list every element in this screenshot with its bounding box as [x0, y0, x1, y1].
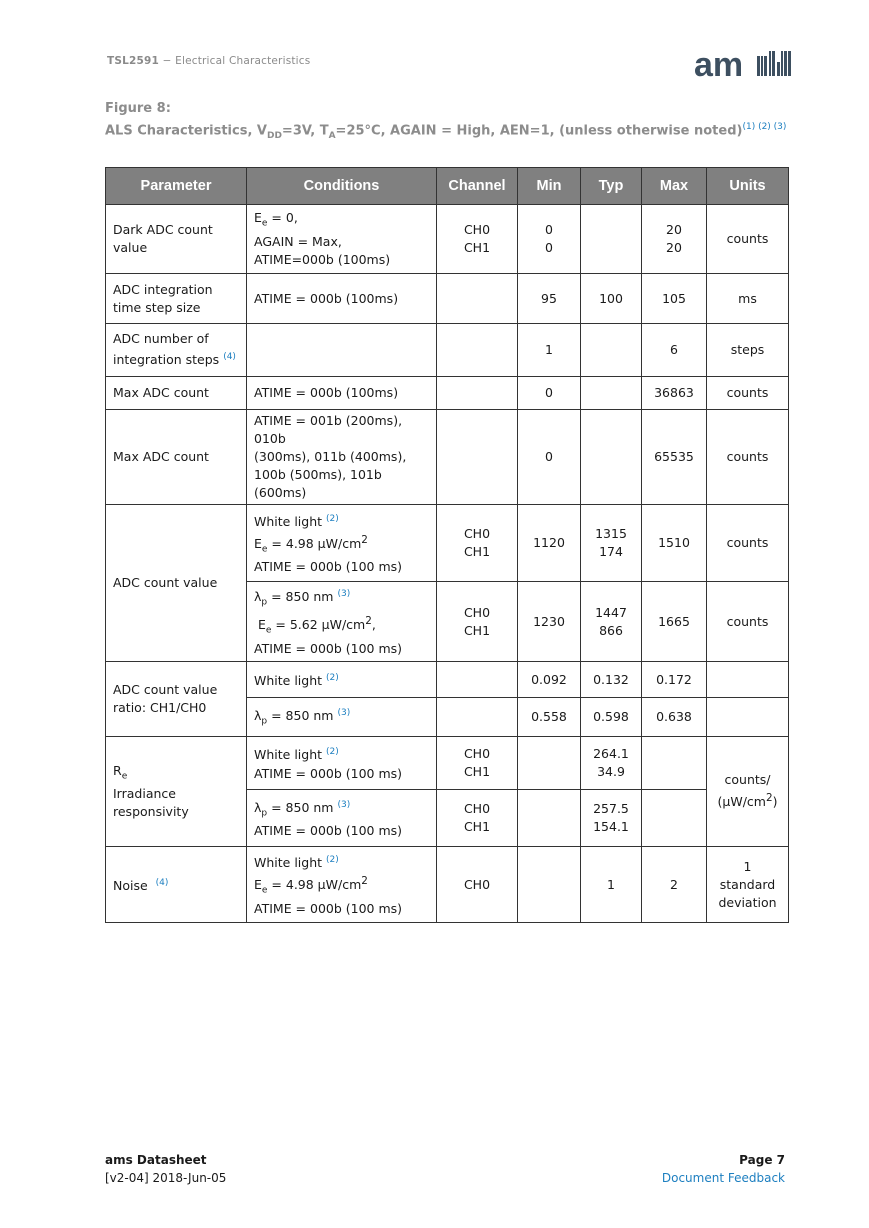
min-cell: 95: [518, 274, 581, 324]
param-cell: ADC number of integration steps $^{(4)}$: [106, 324, 247, 377]
conditions-cell: White light $^{(2)}$ $E_e = 4.98$ $\mu W/cm^2$ ATIME = 000b (100 ms): [247, 505, 437, 582]
document-feedback-link[interactable]: Document Feedback: [661, 1171, 785, 1185]
header-min: Min: [518, 168, 581, 205]
max-cell: 20 20: [642, 205, 707, 274]
typ-cell: [581, 324, 642, 377]
max-cell: 1510: [642, 505, 707, 582]
param-cell: Noise $^{(4)}$: [106, 847, 247, 923]
param-cell: Max ADC count: [106, 377, 247, 410]
footer-left: [105, 1151, 226, 1187]
param-cell: $R_e$ Irradiance responsivity: [106, 737, 247, 847]
units-cell: ms: [707, 274, 789, 324]
max-cell: 6: [642, 324, 707, 377]
figure-number: Figure 8:: [105, 101, 171, 116]
table-row: [106, 847, 789, 923]
conditions-cell: ATIME = 000b (100ms): [247, 274, 437, 324]
conditions-cell: White light $^{(2)}$ $E_e = 4.98$ $\mu W/cm^2$ ATIME = 000b (100 ms): [247, 847, 437, 923]
header-conditions: Conditions: [247, 168, 437, 205]
min-cell: 1120: [518, 505, 581, 582]
param-cell: ADC integration time step size: [106, 274, 247, 324]
table-row: [106, 377, 789, 410]
min-cell: 1230: [518, 582, 581, 662]
typ-cell: 1315 174: [581, 505, 642, 582]
max-cell: [642, 790, 707, 847]
conditions-cell: ATIME = 000b (100ms): [247, 377, 437, 410]
footer-title: ams Datasheet: [105, 1153, 207, 1167]
max-cell: 0.638: [642, 698, 707, 737]
typ-cell: 0.598: [581, 698, 642, 737]
header-max: Max: [642, 168, 707, 205]
typ-cell: [581, 410, 642, 505]
typ-cell: 100: [581, 274, 642, 324]
table-row: [106, 737, 789, 790]
max-cell: 65535: [642, 410, 707, 505]
min-cell: 0: [518, 410, 581, 505]
table-row: [106, 662, 789, 698]
conditions-cell: White light $^{(2)}$: [247, 662, 437, 698]
max-cell: 1665: [642, 582, 707, 662]
channel-cell: [437, 377, 518, 410]
table-row: [106, 324, 789, 377]
product-name: TSL2591: [107, 55, 160, 67]
units-cell: steps: [707, 324, 789, 377]
typ-cell: 0.132: [581, 662, 642, 698]
ams-logo: [694, 48, 794, 80]
param-cell: ADC count value ratio: CH1/CH0: [106, 662, 247, 737]
logo-text: am: [694, 48, 744, 80]
min-cell: 0.558: [518, 698, 581, 737]
min-cell: [518, 737, 581, 790]
figure-caption: ALS Characteristics, $V_{DD}=3V$, $T_A=25^\circ C$, AGAIN = High, AEN=1, (unless otherwise noted)$^{(1) (2) (3)}$: [105, 122, 787, 141]
max-cell: 36863: [642, 377, 707, 410]
typ-cell: 264.1 34.9: [581, 737, 642, 790]
caption-refs: (1) (2) (3): [742, 122, 787, 132]
conditions-cell: ATIME = 001b (200ms), 010b (300ms), 011b (400ms), 100b (500ms), 101b (600ms): [247, 410, 437, 505]
conditions-cell: $E_e = 0$, AGAIN = Max, ATIME=000b (100ms): [247, 205, 437, 274]
channel-cell: CH0 CH1: [437, 505, 518, 582]
header-typ: Typ: [581, 168, 642, 205]
conditions-cell: $\lambda_p = 850$ nm $^{(3)}$ $E_e = 5.62$ $\mu W/cm^2$, ATIME = 000b (100 ms): [247, 582, 437, 662]
section-name: Electrical Characteristics: [175, 55, 311, 67]
conditions-cell: $\lambda_p = 850$ nm $^{(3)}$: [247, 698, 437, 737]
header-parameter: Parameter: [106, 168, 247, 205]
max-cell: 105: [642, 274, 707, 324]
table-header-row: [106, 168, 789, 205]
als-characteristics-table: [105, 167, 789, 923]
channel-cell: [437, 274, 518, 324]
min-cell: [518, 847, 581, 923]
units-cell: 1 standard deviation: [707, 847, 789, 923]
min-cell: 1: [518, 324, 581, 377]
typ-cell: [581, 377, 642, 410]
footer-right: [662, 1151, 785, 1187]
page-number: Page 7: [739, 1153, 785, 1167]
min-cell: 0 0: [518, 205, 581, 274]
units-cell: [707, 698, 789, 737]
max-cell: 0.172: [642, 662, 707, 698]
units-cell: counts/ $(\mu W/cm^2)$: [707, 737, 789, 847]
table-row: [106, 274, 789, 324]
channel-cell: CH0 CH1: [437, 205, 518, 274]
typ-cell: 1447 866: [581, 582, 642, 662]
channel-cell: CH0 CH1: [437, 790, 518, 847]
channel-cell: [437, 662, 518, 698]
footer-version: [v2-04] 2018-Jun-05: [105, 1171, 227, 1185]
typ-cell: 1: [581, 847, 642, 923]
channel-cell: [437, 410, 518, 505]
units-cell: counts: [707, 377, 789, 410]
conditions-cell: [247, 324, 437, 377]
conditions-cell: White light $^{(2)}$ ATIME = 000b (100 ms): [247, 737, 437, 790]
channel-cell: [437, 324, 518, 377]
param-cell: Dark ADC count value: [106, 205, 247, 274]
min-cell: 0: [518, 377, 581, 410]
typ-cell: 257.5 154.1: [581, 790, 642, 847]
min-cell: [518, 790, 581, 847]
table-row: [106, 205, 789, 274]
channel-cell: [437, 698, 518, 737]
units-cell: counts: [707, 205, 789, 274]
channel-cell: CH0: [437, 847, 518, 923]
channel-cell: CH0 CH1: [437, 737, 518, 790]
channel-cell: CH0 CH1: [437, 582, 518, 662]
max-cell: [642, 737, 707, 790]
units-cell: counts: [707, 582, 789, 662]
units-cell: counts: [707, 410, 789, 505]
param-cell: Max ADC count: [106, 410, 247, 505]
header-units: Units: [707, 168, 789, 205]
min-cell: 0.092: [518, 662, 581, 698]
table-row: [106, 505, 789, 582]
header-channel: Channel: [437, 168, 518, 205]
param-cell: ADC count value: [106, 505, 247, 662]
units-cell: counts: [707, 505, 789, 582]
page-header: [107, 55, 310, 67]
max-cell: 2: [642, 847, 707, 923]
header-dash: −: [162, 55, 172, 67]
typ-cell: [581, 205, 642, 274]
units-cell: [707, 662, 789, 698]
conditions-cell: $\lambda_p = 850$ nm $^{(3)}$ ATIME = 000b (100 ms): [247, 790, 437, 847]
table-row: [106, 410, 789, 505]
